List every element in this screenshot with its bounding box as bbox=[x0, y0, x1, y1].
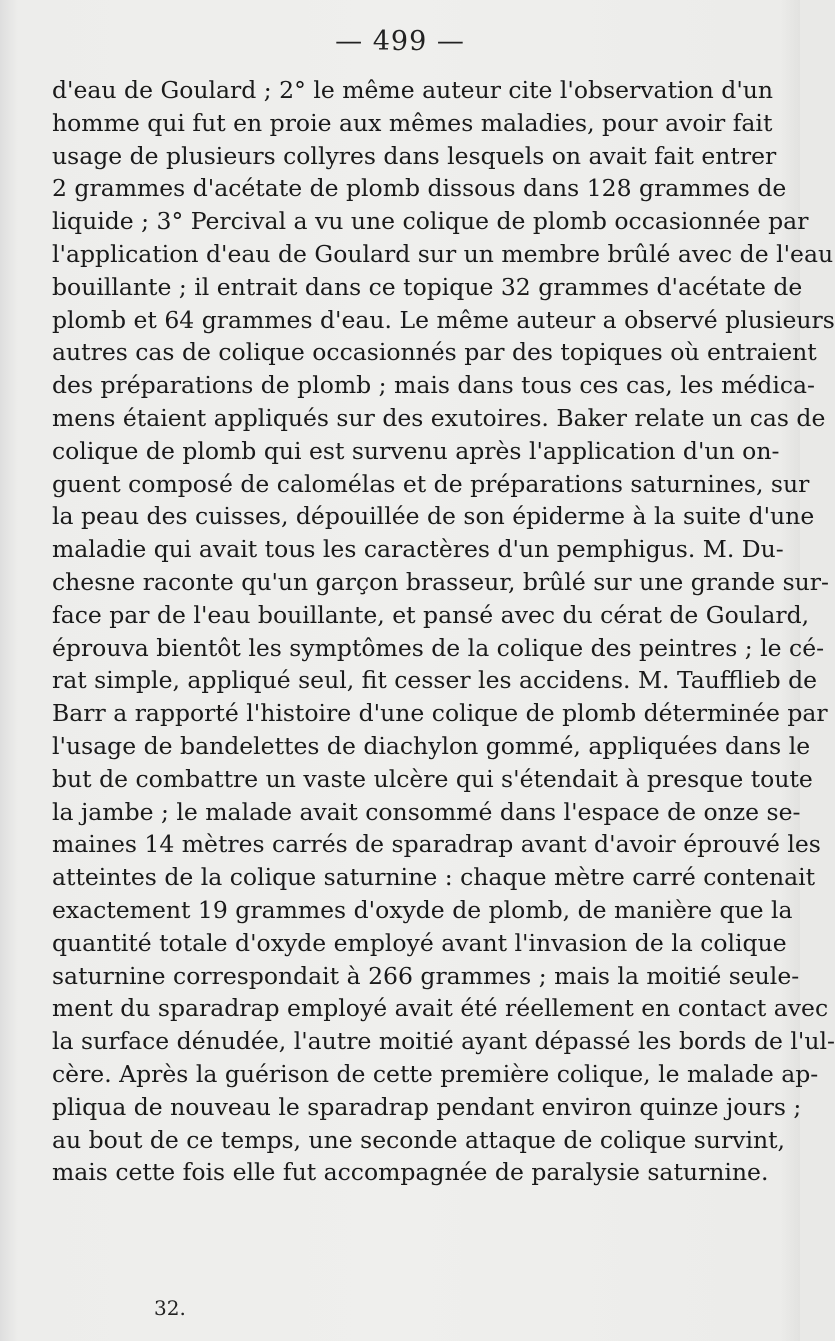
text-line: maines 14 mètres carrés de sparadrap avant d'avoir éprouvé les bbox=[52, 830, 821, 859]
text-line: l'application d'eau de Goulard sur un membre brûlé avec de l'eau bbox=[52, 239, 834, 268]
text-line: la surface dénudée, l'autre moitié ayant dépassé les bords de l'ul- bbox=[52, 1027, 835, 1056]
text-line: la jambe ; le malade avait consommé dans l'espace de onze se- bbox=[52, 797, 801, 826]
text-line: liquide ; 3° Percival a vu une colique de plomb occasionnée par bbox=[52, 207, 809, 236]
text-line: bouillante ; il entrait dans ce topique 32 grammes d'acétate de bbox=[52, 272, 803, 301]
text-line: Barr a rapporté l'histoire d'une colique de plomb déterminée par bbox=[52, 699, 828, 728]
text-line: cère. Après la guérison de cette première colique, le malade ap- bbox=[52, 1059, 819, 1088]
text-line: saturnine correspondait à 266 grammes ; mais la moitié seule- bbox=[52, 961, 800, 990]
text-line: des préparations de plomb ; mais dans tous ces cas, les médica- bbox=[52, 371, 815, 400]
body-text bbox=[52, 74, 835, 1189]
signature-mark: 32. bbox=[154, 1296, 186, 1320]
text-line: mens étaient appliqués sur des exutoires. Baker relate un cas de bbox=[52, 403, 826, 432]
text-line: but de combattre un vaste ulcère qui s'étendait à presque toute bbox=[52, 764, 813, 793]
text-line: exactement 19 grammes d'oxyde de plomb, de manière que la bbox=[52, 895, 793, 924]
text-line: autres cas de colique occasionnés par des topiques où entraient bbox=[52, 338, 817, 367]
text-line: guent composé de calomélas et de préparations saturnines, sur bbox=[52, 469, 810, 498]
text-line: 2 grammes d'acétate de plomb dissous dans 128 grammes de bbox=[52, 174, 787, 203]
text-line: rat simple, appliqué seul, fit cesser les accidens. M. Taufflieb de bbox=[52, 666, 818, 695]
text-line: d'eau de Goulard ; 2° le même auteur cite l'observation d'un bbox=[52, 76, 774, 104]
text-line: au bout de ce temps, une seconde attaque de colique survint, bbox=[52, 1125, 786, 1154]
text-line: la peau des cuisses, dépouillée de son épiderme à la suite d'une bbox=[52, 502, 815, 531]
text-line: pliqua de nouveau le sparadrap pendant environ quinze jours ; bbox=[52, 1092, 802, 1121]
page-number: — 499 — bbox=[335, 26, 465, 57]
text-line: quantité totale d'oxyde employé avant l'invasion de la colique bbox=[52, 928, 787, 957]
text-line: chesne raconte qu'un garçon brasseur, brûlé sur une grande sur- bbox=[52, 567, 829, 596]
text-line: face par de l'eau bouillante, et pansé avec du cérat de Goulard, bbox=[52, 600, 810, 629]
text-line: ment du sparadrap employé avait été réellement en contact avec bbox=[52, 994, 829, 1023]
text-line: l'usage de bandelettes de diachylon gommé, appliquées dans le bbox=[52, 731, 811, 760]
text-line: éprouva bientôt les symptômes de la colique des peintres ; le cé- bbox=[52, 633, 825, 662]
text-line: plomb et 64 grammes d'eau. Le même auteur a observé plusieurs bbox=[52, 305, 835, 334]
text-line: usage de plusieurs collyres dans lesquels on avait fait entrer bbox=[52, 141, 777, 170]
text-line: homme qui fut en proie aux mêmes maladies, pour avoir fait bbox=[52, 108, 773, 137]
text-line: atteintes de la colique saturnine : chaque mètre carré contenait bbox=[52, 863, 816, 892]
text-line: maladie qui avait tous les caractères d'un pemphigus. M. Du- bbox=[52, 535, 784, 564]
text-line-last: mais cette fois elle fut accompagnée de paralysie saturnine. bbox=[52, 1158, 769, 1187]
text-line: colique de plomb qui est survenu après l'application d'un on- bbox=[52, 436, 780, 465]
